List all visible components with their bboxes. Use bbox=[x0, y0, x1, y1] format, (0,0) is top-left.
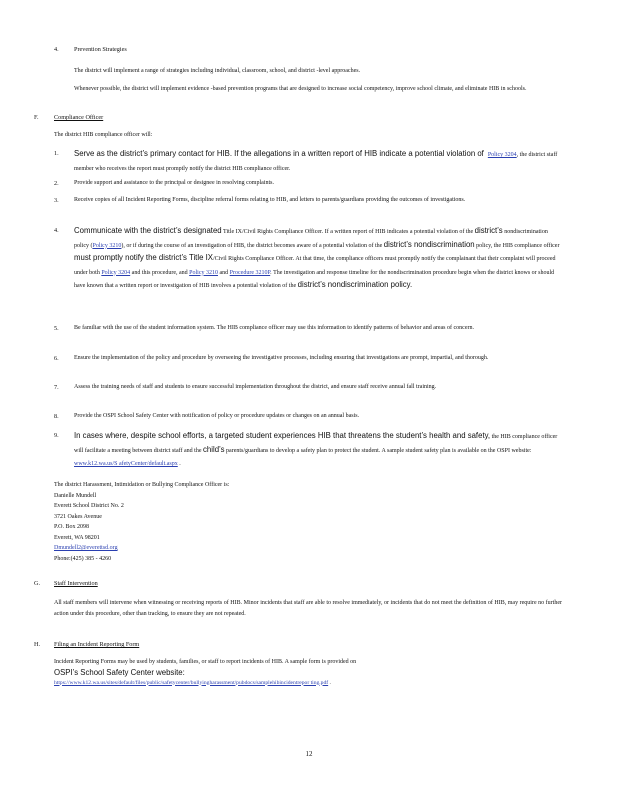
section-letter: F. bbox=[34, 114, 39, 121]
section-text: Incident Reporting Forms may be used by students, families, or staff to report incidents of HIB. A sample form is provided on bbox=[54, 659, 357, 665]
contact-intro: The district Harassment, Intimidation or Bullying Compliance Officer is: bbox=[54, 482, 230, 488]
list-item bbox=[74, 147, 562, 174]
list-number: 6. bbox=[54, 355, 59, 362]
contact-name: Danielle Mundell bbox=[54, 492, 97, 499]
list-item-text: . The investigation and response timeline for the nondiscrimination procedure begin when the district knows or should have known that a written report or investigation of HIB involves a potential violation of the bbox=[74, 269, 555, 289]
emphasis-text: district’s nondiscrimination bbox=[383, 239, 475, 249]
item-title: Prevention Strategies bbox=[74, 46, 127, 53]
policy-link[interactable]: Policy 3210 bbox=[189, 269, 218, 276]
policy-link[interactable]: Policy 3204 bbox=[101, 269, 131, 276]
list-item-text: Receive copies of all Incident Reporting Forms, discipline referral forms relating to HIB, and letters to parents/guardians providing the outcomes of investigations. bbox=[74, 197, 466, 203]
policy-link[interactable]: Policy 3210 bbox=[92, 242, 122, 249]
list-item-text: . bbox=[177, 461, 181, 467]
safety-center-link[interactable]: www.k12.wa.us/S afetyCenter/default.aspx bbox=[74, 461, 178, 467]
incident-form-link[interactable]: https://www.k12.wa.us/sites/default/files/public/safetycenter/bullyingharassment/pubdocs/samplehibincidentrepor ting.pdf bbox=[54, 679, 329, 686]
list-item-text: Assess the training needs of staff and students to ensure successful implementation throughout the district, and ensure staff receive annual fall training. bbox=[74, 384, 437, 390]
contact-phone: Phone:(425) 385 - 4260 bbox=[54, 555, 112, 562]
section-title: Filing an Incident Reporting Form bbox=[54, 641, 140, 648]
list-item-text: and bbox=[218, 269, 230, 276]
emphasis-text: In cases where, despite school efforts, a targeted student experiences HIB that threatens the student’s health and safety, bbox=[74, 431, 491, 440]
list-number: 9. bbox=[54, 432, 59, 439]
section-intro: The district HIB compliance officer will: bbox=[54, 132, 153, 138]
list-number: 4. bbox=[54, 227, 59, 234]
list-item-text: and this procedure, and bbox=[130, 269, 190, 276]
list-item-text: the HIB compliance officer will facilitate a meeting between district staff and the bbox=[74, 434, 558, 454]
list-item-text: nondiscrimination policy ( bbox=[74, 229, 548, 249]
section-body bbox=[54, 657, 562, 688]
procedure-link[interactable]: Procedure 3210P bbox=[229, 269, 271, 276]
emphasis-text: Communicate with the district’s designated bbox=[74, 226, 222, 235]
contact-block bbox=[54, 480, 562, 564]
emphasis-text: district’s nondiscrimination policy. bbox=[297, 280, 413, 289]
section-letter: G. bbox=[34, 580, 41, 587]
list-number: 8. bbox=[54, 413, 59, 420]
list-item-text: Title IX/Civil Rights Compliance Officer. If a written report of HIB indicates a potential violation of the bbox=[221, 229, 475, 235]
section-title: Compliance Officer bbox=[54, 114, 104, 121]
link-tail: . bbox=[328, 679, 331, 686]
list-item-text: , the district staff member who receives the report must promptly notify the district HIB compliance officer. bbox=[74, 152, 558, 172]
list-item-text: parents/guardians to develop a safety plan to protect the student. A sample student safety plan is available on the OSPI website: bbox=[224, 447, 532, 454]
list-item-text: Provide the OSPI School Safety Center with notification of policy or procedure updates or changes on an annual basis. bbox=[74, 413, 360, 419]
list-item bbox=[74, 224, 562, 292]
list-item bbox=[74, 429, 562, 470]
section-text: All staff members will intervene when witnessing or receiving reports of HIB. Minor incidents that staff are able to resolve immediately, or incidents that do not meet the definition of HIB, may require no further action under this procedure, other than tracking, to ensure they are not repeated. bbox=[54, 600, 562, 617]
paragraph: Whenever possible, the district will implement evidence -based prevention programs that are designed to increase social competency, improve school climate, and eliminate HIB in schools. bbox=[74, 86, 527, 92]
list-item-text: Ensure the implementation of the policy and procedure by overseeing the investigative processes, including ensuring that investigations are prompt, impartial, and thorough. bbox=[74, 355, 489, 361]
item-number: 4. bbox=[54, 46, 59, 53]
list-number: 3. bbox=[54, 197, 59, 204]
list-number: 7. bbox=[54, 384, 59, 391]
list-item-text: Be familiar with the use of the student information system. The HIB compliance officer may use this information to identify patterns of behavior and areas of concern. bbox=[74, 325, 474, 331]
emphasis-text: must promptly notify the district’s Title IX bbox=[74, 253, 213, 262]
emphasis-text: child’s bbox=[203, 444, 225, 454]
contact-city: Everett, WA 98201 bbox=[54, 534, 100, 541]
list-number: 1. bbox=[54, 150, 59, 157]
contact-org: Everett School District No. 2 bbox=[54, 503, 124, 509]
list-item-text: /Civil Rights Compliance Officer. At that time, the compliance officers must promptly notify the complainant that their complaint will proceed under both bbox=[74, 256, 556, 276]
list-number: 5. bbox=[54, 325, 59, 332]
policy-link[interactable]: Policy 3204 bbox=[487, 152, 517, 158]
list-number: 2. bbox=[54, 180, 59, 187]
contact-email-link[interactable]: Dmundell2@everettsd.org bbox=[54, 545, 118, 551]
emphasis-text: OSPI’s School Safety Center website: bbox=[54, 667, 185, 677]
section-letter: H. bbox=[34, 641, 41, 648]
list-item-text: policy, the HIB compliance officer bbox=[474, 242, 560, 249]
contact-pobox: P.O. Box 2098 bbox=[54, 524, 90, 530]
page-number: 12 bbox=[305, 750, 313, 758]
emphasis-text: district’s bbox=[474, 226, 503, 235]
section-title: Staff Intervention bbox=[54, 580, 98, 587]
emphasis-text: Serve as the district’s primary contact for HIB. If the allegations in a written report of HIB indicate a potential violation of bbox=[74, 149, 484, 158]
paragraph: The district will implement a range of strategies including individual, classroom, school, and district -level approaches. bbox=[74, 68, 361, 74]
list-item-text: Provide support and assistance to the principal or designee in resolving complaints. bbox=[74, 180, 274, 186]
list-item-text: ), or if during the course of an investigation of HIB, the district becomes aware of a potential violation of the bbox=[121, 242, 384, 249]
contact-street: 3721 Oakes Avenue bbox=[54, 513, 102, 520]
